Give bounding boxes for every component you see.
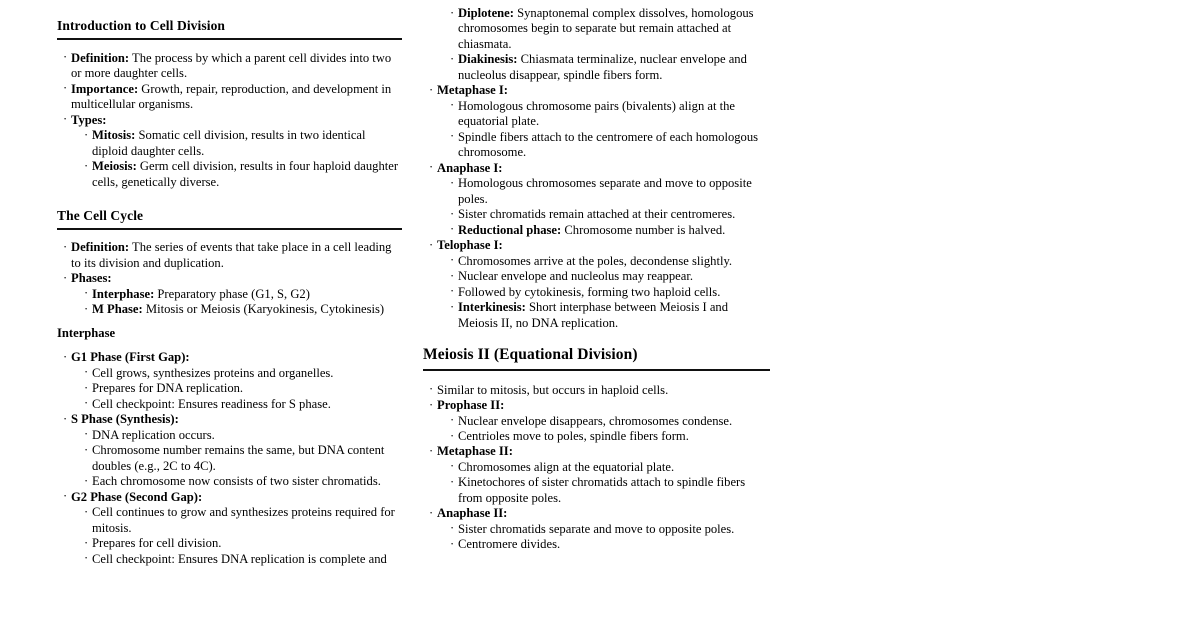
phases-sublist [84,287,402,318]
term-definition-text: The series of events that take place in a cell leading to its division and duplication. [71,240,392,270]
list-item [63,350,402,412]
bullet-icon: · [84,442,89,457]
term-meiosis-text: Germ cell division, results in four haploid daughter cells, genetically diverse. [92,159,399,189]
list-item-text: Centrioles move to poles, spindle fibers form. [458,429,689,443]
list-item [84,302,402,317]
bullet-icon: · [84,286,89,301]
prophase-i-substages-continued [429,6,770,331]
bullet-icon: · [450,206,455,221]
heading-introduction-to-cell-division: Introduction to Cell Division [57,18,402,40]
list-item-text: Centromere divides. [458,537,561,552]
bullet-icon: · [84,396,89,411]
bullet-icon: · [450,253,455,268]
term-mitosis: Mitosis: [92,128,136,143]
bullet-icon: · [63,489,68,504]
list-item [450,460,770,475]
list-item-text: Sister chromatids separate and move to opposite poles. [458,521,735,536]
heading-the-cell-cycle: The Cell Cycle [57,208,402,230]
list-item-text: Nuclear envelope disappears, chromosomes condense. [458,413,733,428]
list-item [450,207,770,222]
list-item-text: Chromosomes arrive at the poles, decondense slightly. [458,253,733,268]
bullet-icon: · [450,51,455,66]
list-item [450,269,770,284]
term-types: Types: [71,112,107,127]
term-g1-phase: G1 Phase (First Gap): [71,350,190,365]
list-item [450,6,770,52]
term-definition: Definition: [71,240,130,255]
list-item-truncated [84,552,402,567]
term-diplotene: Diplotene: [458,6,514,20]
bullet-icon: · [84,158,89,173]
list-item [84,381,402,396]
list-item [429,83,770,160]
term-metaphase-ii: Metaphase II: [437,444,513,459]
list-item-text: Cell checkpoint: Ensures DNA replication is complete and [92,551,387,566]
list-item [84,159,402,190]
right-column [423,0,770,553]
subheading-interphase: Interphase [57,325,116,340]
bullet-icon: · [84,473,89,488]
list-item [450,522,770,537]
term-interkinesis: Interkinesis: [458,300,526,315]
list-item [450,99,770,130]
term-interphase: Interphase: [92,286,155,301]
term-diplotene-text: Synaptonemal complex dissolves, homologous chromosomes begin to separate but remain attached at chiasmata. [458,6,754,51]
anaphase-ii-sublist [450,522,770,553]
bullet-icon: · [63,50,68,65]
term-interkinesis-text: Short interphase between Meiosis I and Meiosis II, no DNA replication. [458,300,729,330]
list-item [84,428,402,443]
intro-list [63,51,402,190]
bullet-icon: · [450,5,455,20]
list-item [450,223,770,238]
list-item [450,475,770,506]
interphase-phases-list [63,350,402,567]
bullet-icon: · [84,301,89,316]
bullet-icon: · [84,427,89,442]
list-item-text: Cell continues to grow and synthesizes proteins required for mitosis. [92,505,395,535]
term-g2-phase: G2 Phase (Second Gap): [71,489,203,504]
list-item [84,128,402,159]
list-item-text: Spindle fibers attach to the centromere of each homologous chromosome. [458,129,759,160]
bullet-icon: · [450,98,455,113]
term-anaphase-i: Anaphase I: [437,160,503,175]
list-item-text: Cell grows, synthesizes proteins and organelles. [92,365,334,380]
list-item [450,429,770,444]
term-definition-text: The process by which a parent cell divides into two or more daughter cells. [71,50,392,81]
list-item [84,474,402,489]
list-item [63,412,402,489]
bullet-icon: · [450,536,455,551]
list-item-text: Prepares for cell division. [92,536,222,551]
bullet-icon: · [429,237,434,252]
left-column [57,0,402,567]
list-item [63,113,402,190]
term-metaphase-i: Metaphase I: [437,83,509,98]
list-item-text: Each chromosome now consists of two sister chromatids. [92,474,381,489]
substage-sublist [450,6,770,83]
list-item-text: Nuclear envelope and nucleolus may reappear. [458,269,693,284]
term-importance: Importance: [71,81,139,96]
term-mitosis-text: Somatic cell division, results in two identical diploid daughter cells. [92,128,366,158]
anaphase-i-sublist [450,176,770,238]
list-item [450,300,770,331]
list-item [63,271,402,317]
list-item [450,176,770,207]
list-item [84,366,402,381]
types-sublist [84,128,402,190]
bullet-icon: · [84,535,89,550]
term-prophase-ii: Prophase II: [437,398,505,413]
list-item [84,536,402,551]
bullet-icon: · [450,521,455,536]
term-diakinesis: Diakinesis: [458,52,518,67]
list-item [450,52,770,83]
list-item-text: Sister chromatids remain attached at their centromeres. [458,207,736,222]
list-item [84,397,402,412]
heading-meiosis-ii: Meiosis II (Equational Division) [423,345,770,370]
bullet-icon: · [450,474,455,489]
bullet-icon: · [84,551,89,566]
bullet-icon: · [84,504,89,519]
bullet-icon: · [450,413,455,428]
g2-sublist [84,505,402,567]
list-item [63,82,402,113]
list-item [450,130,770,161]
metaphase-ii-sublist [450,460,770,506]
s-sublist [84,428,402,490]
prophase-ii-sublist [450,414,770,445]
list-item-container [429,6,770,83]
list-item [450,285,770,300]
term-telophase-i: Telophase I: [437,238,503,253]
list-item [84,505,402,536]
bullet-icon: · [84,127,89,142]
list-item-text: Prepares for DNA replication. [92,381,244,396]
term-diakinesis-text: Chiasmata terminalize, nuclear envelope and nucleolus disappear, spindle fibers form. [458,52,747,82]
bullet-icon: · [429,397,434,412]
list-item [429,238,770,331]
g1-sublist [84,366,402,412]
bullet-icon: · [63,112,68,127]
list-item [429,398,770,444]
bullet-icon: · [84,380,89,395]
bullet-icon: · [450,428,455,443]
term-anaphase-ii: Anaphase II: [437,506,508,521]
bullet-icon: · [450,268,455,283]
list-item-text: Chromosome number remains the same, but DNA content doubles (e.g., 2C to 4C). [92,443,385,473]
bullet-icon: · [450,459,455,474]
list-item-text: Kinetochores of sister chromatids attach to spindle fibers from opposite poles. [458,475,746,505]
bullet-icon: · [450,129,455,144]
list-item-text: Cell checkpoint: Ensures readiness for S phase. [92,396,331,411]
term-reductional-phase: Reductional phase: [458,222,562,237]
term-m-phase-text: Mitosis or Meiosis (Karyokinesis, Cytokinesis) [142,302,385,317]
bullet-icon: · [450,284,455,299]
term-interphase-text: Preparatory phase (G1, S, G2) [154,286,310,301]
list-item-text: Chromosomes align at the equatorial plate. [458,459,675,474]
term-meiosis: Meiosis: [92,159,137,174]
list-item-truncated [450,537,770,552]
term-reductional-phase-text: Chromosome number is halved. [561,222,726,237]
list-item [84,443,402,474]
list-item [450,254,770,269]
cell-cycle-list [63,240,402,317]
term-importance-text: Growth, repair, reproduction, and development in multicellular organisms. [71,81,392,112]
meiosis-ii-list [429,383,770,553]
list-item-text: Similar to mitosis, but occurs in haploid cells. [437,382,669,397]
bullet-icon: · [63,239,68,254]
bullet-icon: · [63,81,68,96]
list-item [429,383,770,398]
list-item-text: Homologous chromosomes separate and move to opposite poles. [458,176,752,206]
bullet-icon: · [450,299,455,314]
list-item-text: Followed by cytokinesis, forming two haploid cells. [458,284,721,299]
bullet-icon: · [63,349,68,364]
list-item [63,490,402,567]
list-item-text: DNA replication occurs. [92,427,215,442]
list-item [429,161,770,238]
bullet-icon: · [429,443,434,458]
bullet-icon: · [450,222,455,237]
bullet-icon: · [63,411,68,426]
bullet-icon: · [429,160,434,175]
list-item [84,287,402,302]
term-s-phase: S Phase (Synthesis): [71,412,179,427]
list-item [63,51,402,82]
term-m-phase: M Phase: [92,302,143,317]
bullet-icon: · [450,175,455,190]
bullet-icon: · [429,82,434,97]
bullet-icon: · [84,365,89,380]
list-item [429,506,770,552]
term-phases: Phases: [71,271,112,286]
bullet-icon: · [429,382,434,397]
list-item [63,240,402,271]
list-item-text: Homologous chromosome pairs (bivalents) align at the equatorial plate. [458,98,736,129]
bullet-icon: · [63,270,68,285]
term-definition: Definition: [71,50,130,65]
metaphase-i-sublist [450,99,770,161]
telophase-i-sublist [450,254,770,331]
list-item [450,414,770,429]
list-item [429,444,770,506]
bullet-icon: · [429,505,434,520]
